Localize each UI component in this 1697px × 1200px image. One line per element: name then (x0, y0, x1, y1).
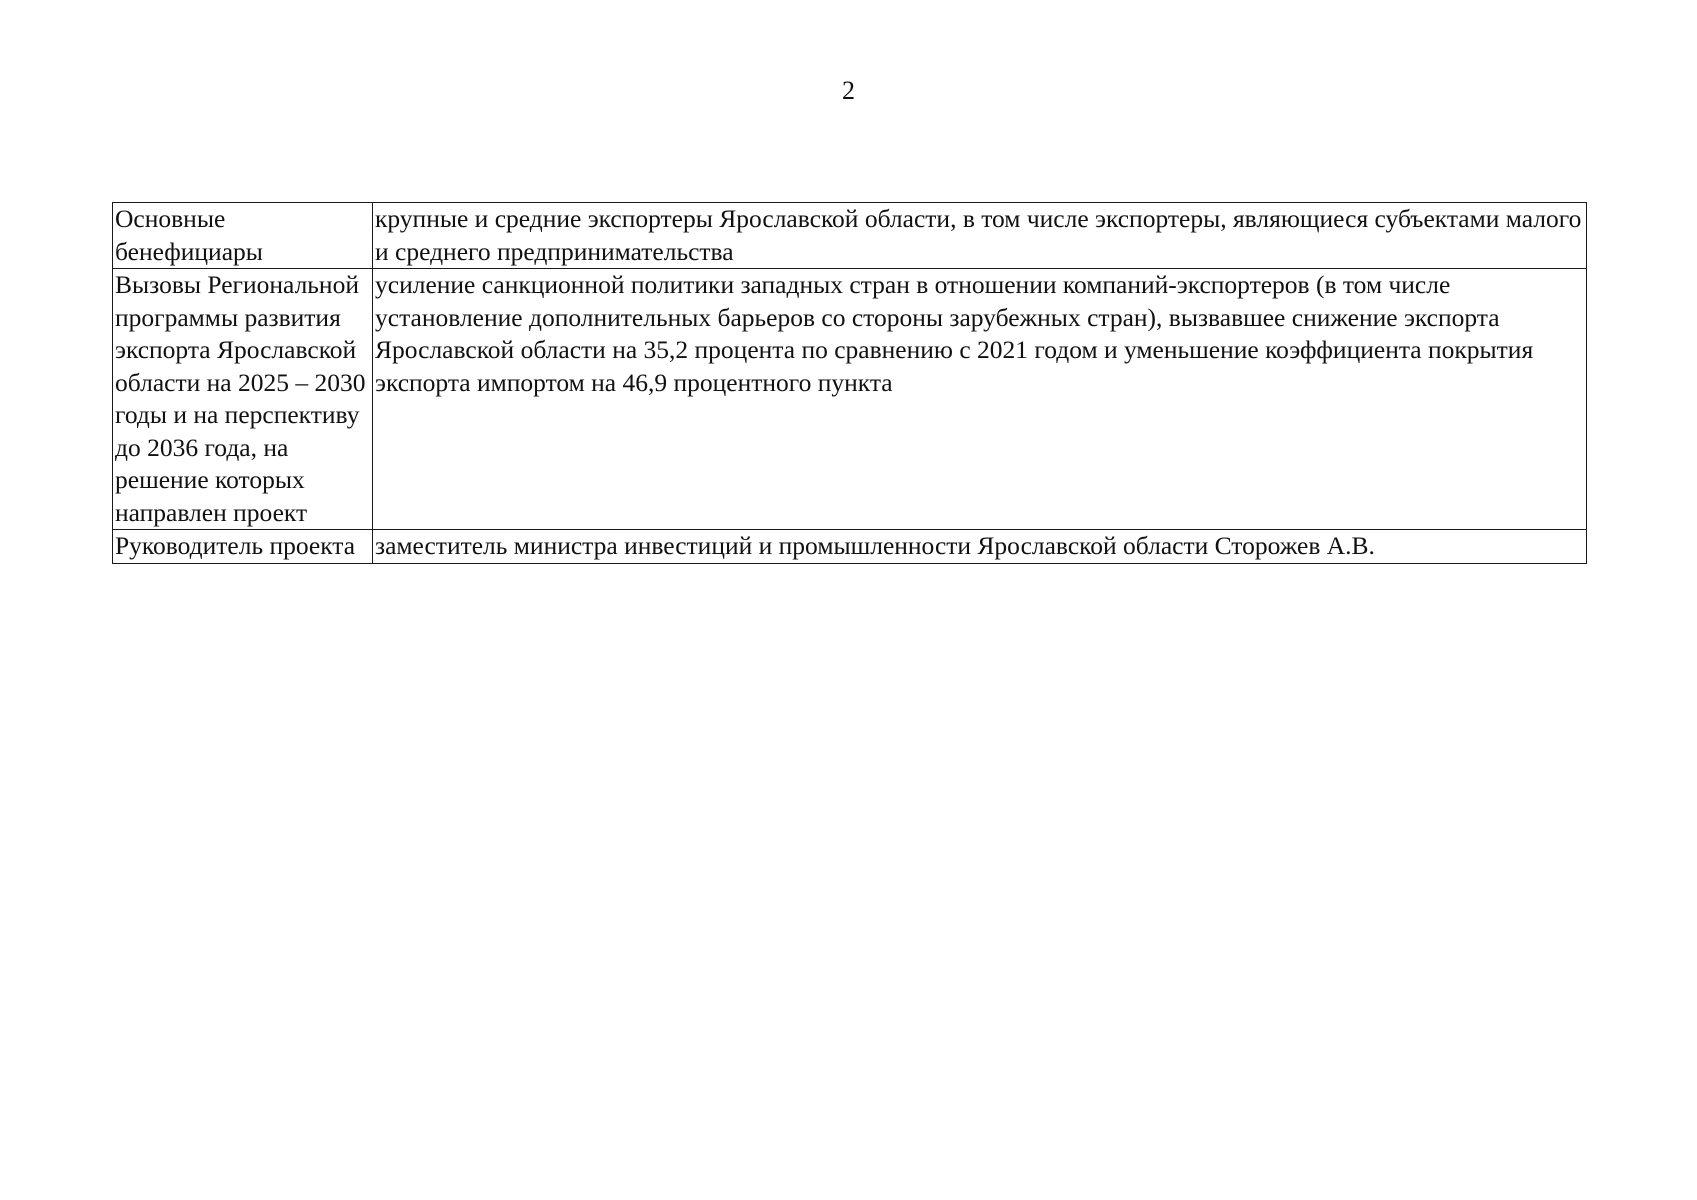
table-row-project-leader (113, 530, 1587, 564)
row-label-cell (113, 269, 373, 530)
row-label: Вызовы Региональной программы развития экспорта Ярославской области на 2025 – 2030 годы и на перспективу до 2036 года, на решение которых направлен проект (115, 270, 366, 527)
page-number: 2 (842, 76, 855, 105)
row-label: Руководитель проекта (115, 531, 356, 560)
row-value-cell (373, 269, 1587, 530)
table-row-challenges (113, 269, 1587, 530)
row-value: усиление санкционной политики западных стран в отношении компаний-экспортеров (в том числе установление дополнительных барьеров со стороны зарубежных стран), вызвавшее снижение экспорта Ярославской области на 35,2 процента по сравнению с 2021 годом и уменьшение коэффициента покрытия экспорта импортом на 46,9 процентного пункта (375, 270, 1534, 397)
row-label-cell (113, 203, 373, 269)
row-value-cell (373, 530, 1587, 564)
row-value: крупные и средние экспортеры Ярославской области, в том числе экспортеры, являющиеся субъектами малого и среднего предпринимательства (375, 204, 1582, 266)
project-passport-table (112, 202, 1587, 564)
row-label-cell (113, 530, 373, 564)
table-row-beneficiaries (113, 203, 1587, 269)
row-value: заместитель министра инвестиций и промышленности Ярославской области Сторожев А.В. (375, 531, 1375, 560)
row-value-cell (373, 203, 1587, 269)
row-label: Основные бенефициары (115, 204, 263, 266)
